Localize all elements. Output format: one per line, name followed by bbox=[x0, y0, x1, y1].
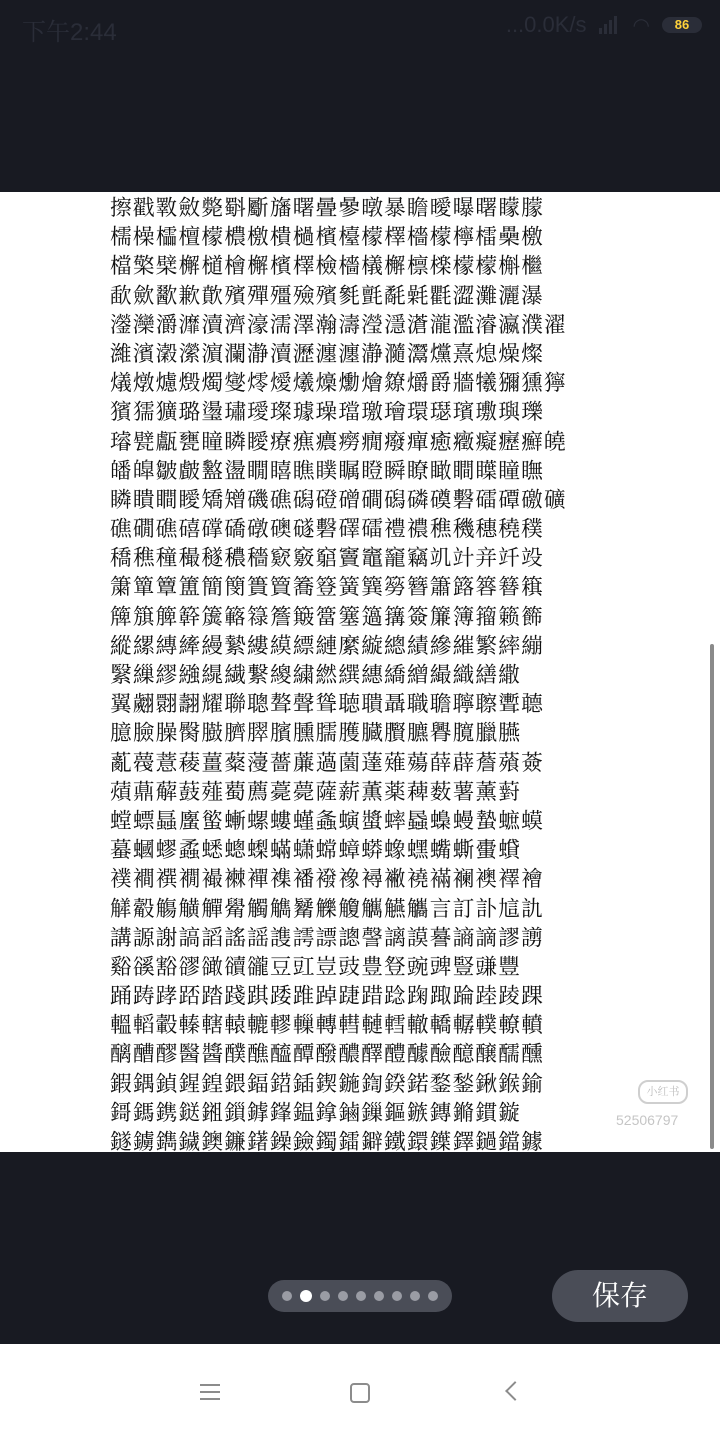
character-grid bbox=[110, 194, 615, 1152]
battery-icon: 86 bbox=[662, 17, 702, 33]
text-row: 簘簞簟簠簡簢簣簤簥簦簧簨簩簪簫簬簭簮簯 bbox=[110, 575, 544, 601]
text-row: 簰簱簲簳簴簵簶簷簸簹簺簻簼簽簾簿籀籁籂 bbox=[110, 604, 544, 630]
status-bar bbox=[0, 0, 720, 54]
text-row: 縱縲縳縴縵縶縷縸縹縺縻縼總績縿繀繁繂繃 bbox=[110, 633, 544, 659]
text-row: 鎶鎷鎸鎹鎺鎻鎼鎽鎾鎿鏀鏁鏂鏃鏄鏅鏆鏇 bbox=[110, 1100, 522, 1126]
text-row: 觲觳觴觵觶觷觸觹觺觻觼觽觾觿言訂訃訄訅 bbox=[110, 896, 544, 922]
text-row: 繄繅繆繈繉繊繋繌繍繎繏繐繑繒繓織繕繖 bbox=[110, 663, 522, 688]
text-row: 擦戳斁斂斃斣斸旛曙曡曑暾暴瞻曖曝曙矇朦 bbox=[110, 196, 544, 221]
text-row: 薠薡薢薣薤薥薦薧薨薩薪薫薬薭薮薯薰薱 bbox=[110, 779, 522, 805]
page-dot[interactable] bbox=[410, 1291, 420, 1301]
page-dot[interactable] bbox=[356, 1291, 366, 1301]
wifi-icon: ◠ bbox=[632, 14, 650, 37]
text-row: 歃歛歠歉歕殯殫殭殮殯毿氈氄氉氍澀灘灑瀑 bbox=[110, 283, 544, 309]
menu-icon[interactable] bbox=[200, 1384, 220, 1400]
text-row: 檔檠檗檞檤檜檞檳檡檢檣檥檞檩檪檬檬槲檵 bbox=[110, 254, 544, 280]
text-row: 轀轁轂轃轄轅轆轇轈轉轊轋轌轍轎轏轐轑轒 bbox=[110, 1013, 544, 1039]
save-button[interactable]: 保存 bbox=[552, 1270, 688, 1322]
scrollbar[interactable] bbox=[710, 644, 714, 1149]
network-speed: ...0.0K/s bbox=[505, 12, 587, 37]
text-row: 踊踌踍踎踏踐踑踒踓踔踕踖踗踘踙踚踛踜踝 bbox=[110, 984, 544, 1010]
text-row: 鐩鐪鐫鐬鐭鐮鐯鐰鐱鐲鐳鐴鐵鐶鐷鐸鐹鐺鐻 bbox=[110, 1130, 544, 1152]
page-dot-active[interactable] bbox=[300, 1290, 312, 1302]
text-row: 蟇蟈蟉蟊蟋蟌蟍蟎蟏蟐蟑蟒蟓蟔蟕蟖蟗蟘 bbox=[110, 838, 522, 864]
text-row: 穚穛穜穝穟穠穡窽竅竆竇竈竉竊竌竍竎竏竐 bbox=[110, 546, 544, 572]
text-row: 螳螵螶螷螸螹螺螻螼螽螾螿蟀蟁蟂蟃蟄蟅蟆 bbox=[110, 808, 544, 834]
text-row: 檽橾櫺檀檬檂檄樻檛檳檯檬檡檣檬檸檑櫐檄 bbox=[110, 225, 544, 251]
status-time: 下午2:44 bbox=[22, 19, 117, 46]
page-dot[interactable] bbox=[338, 1291, 348, 1301]
text-row: 翼翽翾翿耀聯聰聱聲聳聴聵聶職聸聹聺聻聼 bbox=[110, 692, 544, 718]
status-icons bbox=[506, 12, 702, 38]
image-viewer[interactable] bbox=[0, 192, 720, 1152]
text-row: 灐灤灂灖瀆濟濠濡澤瀚濤瀅濦濸瀧濫濬瀛濮濯 bbox=[110, 312, 567, 338]
text-row: 谿豀豁豂豃豄豅豆豇豈豉豊豋豌豍豎豏豐 bbox=[110, 954, 522, 980]
page-dot[interactable] bbox=[282, 1291, 292, 1301]
text-row: 皤皥皺皻盭盪瞯瞦瞧瞨瞩瞪瞬瞭瞰瞷瞸瞳瞴 bbox=[110, 458, 544, 484]
text-row: 燨燉爈燬燭燮燯燰爔燺爋燴爒爝爵牆犧獼獯獰 bbox=[110, 371, 567, 397]
text-row: 鍜鍝鍞鍟鍠鍡鍢鍣鍤鍥鍦鍧鍨鍩鍪鍫鍬鍭鍮 bbox=[110, 1071, 544, 1097]
back-icon[interactable] bbox=[505, 1381, 525, 1401]
signal-icon bbox=[599, 16, 621, 34]
page-dot[interactable] bbox=[374, 1291, 384, 1301]
navigation-bar bbox=[0, 1344, 720, 1440]
text-row: 襆襇襈襉襊襋襌襍襎襏襐襑襒襓襔襕襖襗襘 bbox=[110, 867, 544, 893]
text-row: 獱獳獷璐璗璛璦璨璩璪璫璬璯環璱璸璷璵瓅 bbox=[110, 400, 544, 426]
watermark-logo: 小红书 bbox=[638, 1080, 688, 1104]
text-row: 礁礀礁礂礃礄礅礇礈礊礋礌禮禯穛穖穗穘穙 bbox=[110, 517, 544, 543]
home-icon[interactable] bbox=[350, 1383, 370, 1403]
text-row: 濰濱瀔瀠濵瀾瀞瀆瀝瀍瀍瀞瀡灊爣熹熄燥燦 bbox=[110, 341, 544, 367]
text-row: 醨醩醪醫醬醭醮醯醰醱醲醳醴醵醶醷醸醹醺 bbox=[110, 1042, 544, 1068]
page-indicator[interactable] bbox=[268, 1280, 452, 1312]
page-dot[interactable] bbox=[392, 1291, 402, 1301]
text-row: 講謜謝謞謟謠謡謢謣謤謥謦謧謨謩謪謫謬謭 bbox=[110, 925, 544, 951]
page-dot[interactable] bbox=[428, 1291, 438, 1301]
text-row: 臆臉臊臋臌臍臎臏臐臑臒臓臔臕臖臗臘臙 bbox=[110, 721, 522, 747]
page-dot[interactable] bbox=[320, 1291, 330, 1301]
watermark-id: 52506797 bbox=[616, 1112, 679, 1128]
text-row: 薍薎薏薐薑薒薓薔薕薖薗薘薙薚薛薜薝薞薟 bbox=[110, 750, 544, 776]
text-row: 璿甓甗甕瞳瞵瞹療癄癑癆癇癈癉癒癥癡癧癬皢 bbox=[110, 429, 567, 455]
text-row: 瞵瞶瞷瞹矯矰磯礁磶磴磳磵磶磷磸礊礌磹礉礦 bbox=[110, 487, 567, 513]
